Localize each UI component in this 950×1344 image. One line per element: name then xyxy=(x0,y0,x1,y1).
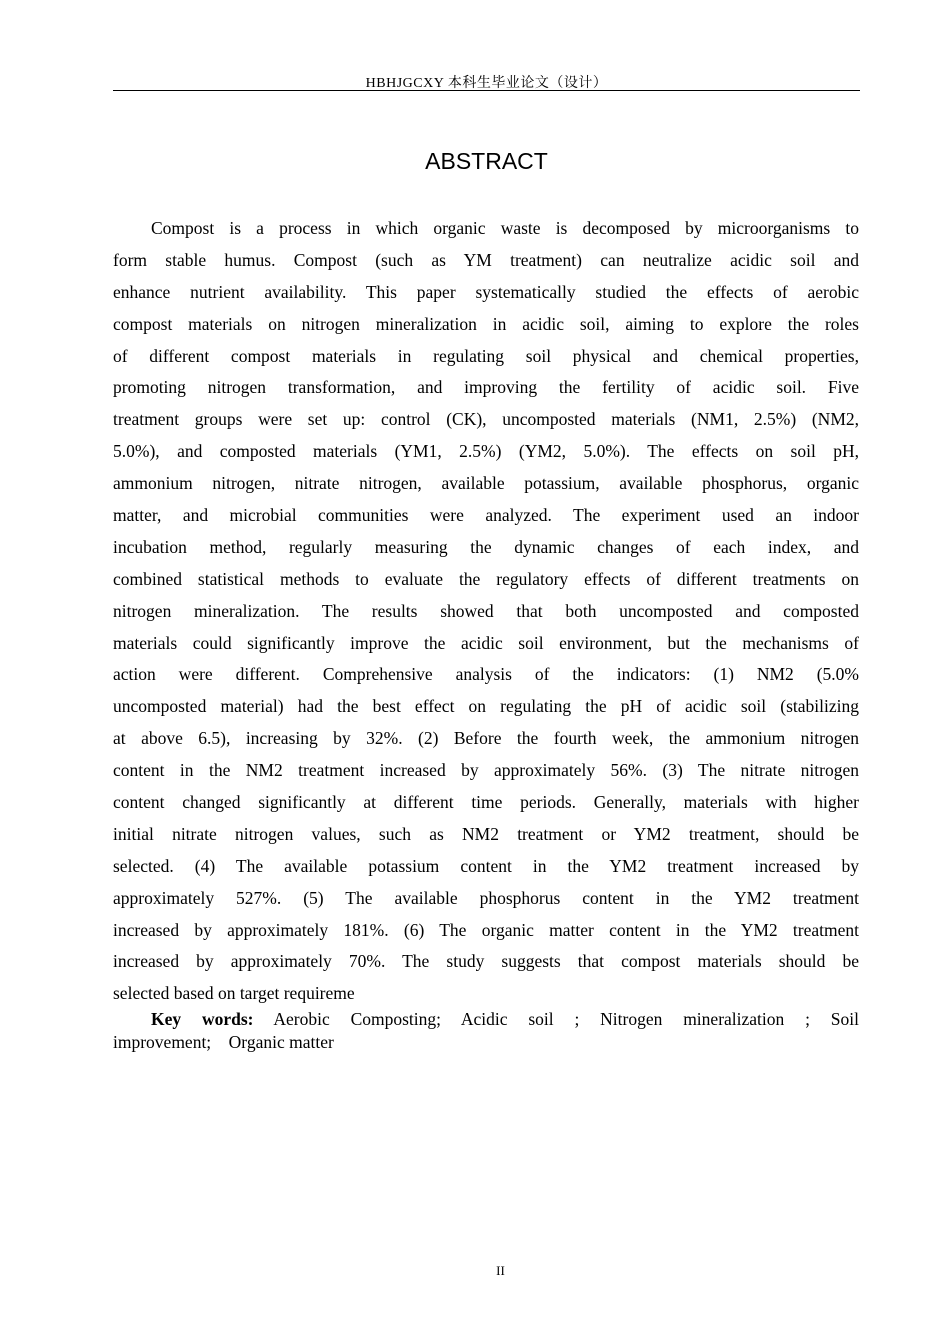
abstract-line: form stable humus. Compost (such as YM treatment) can neutralize acidic soil and xyxy=(113,249,859,270)
keywords-label: Key words: xyxy=(151,1009,254,1029)
abstract-line: incubation method, regularly measuring the dynamic changes of each index, and xyxy=(113,536,859,557)
abstract-line: uncomposted material) had the best effect on regulating the pH of acidic soil (stabilizing xyxy=(113,696,859,717)
abstract-line: of different compost materials in regulating soil physical and chemical properties, xyxy=(113,345,859,366)
abstract-line: nitrogen mineralization. The results showed that both uncomposted and composted xyxy=(113,600,859,621)
abstract-line: approximately 527%. (5) The available phosphorus content in the YM2 treatment xyxy=(113,887,859,908)
abstract-line: content in the NM2 treatment increased by approximately 56%. (3) The nitrate nitrogen xyxy=(113,760,859,781)
keywords-line-1 xyxy=(113,1008,859,1031)
abstract-line: at above 6.5), increasing by 32%. (2) Before the fourth week, the ammonium nitrogen xyxy=(113,728,859,749)
keywords-line-2: improvement; Organic matter xyxy=(113,1032,334,1052)
page-header: HBHJGCXY 本科生毕业论文（设计） xyxy=(365,76,608,91)
abstract-line: treatment groups were set up: control (CK), uncomposted materials (NM1, 2.5%) (NM2, xyxy=(113,409,859,430)
abstract-line: 5.0%), and composted materials (YM1, 2.5%) (YM2, 5.0%). The effects on soil pH, xyxy=(113,441,859,462)
abstract-line: Compost is a process in which organic waste is decomposed by microorganisms to xyxy=(151,218,859,238)
abstract-body xyxy=(113,214,859,1011)
abstract-line: enhance nutrient availability. This paper systematically studied the effects of aerobic xyxy=(113,281,859,302)
abstract-line: selected. (4) The available potassium content in the YM2 treatment increased by xyxy=(113,855,859,876)
abstract-line: selected based on target requireme xyxy=(113,983,355,1004)
keywords-text-1: Aerobic Composting; Acidic soil ; Nitrogen mineralization ; Soil xyxy=(273,1009,860,1029)
abstract-line: compost materials on nitrogen mineralization in acidic soil, aiming to explore the roles xyxy=(113,313,859,334)
abstract-line: promoting nitrogen transformation, and improving the fertility of acidic soil. Five xyxy=(113,377,859,398)
abstract-line: matter, and microbial communities were analyzed. The experiment used an indoor xyxy=(113,505,859,526)
abstract-title: ABSTRACT xyxy=(425,148,548,174)
page-number: II xyxy=(496,1263,505,1278)
abstract-line: content changed significantly at different time periods. Generally, materials with higher xyxy=(113,792,859,813)
abstract-line: combined statistical methods to evaluate the regulatory effects of different treatments on xyxy=(113,568,859,589)
keywords xyxy=(113,1008,859,1054)
abstract-line: materials could significantly improve the acidic soil environment, but the mechanisms of xyxy=(113,632,859,653)
abstract-line: increased by approximately 70%. The study suggests that compost materials should be xyxy=(113,951,859,972)
abstract-line: action were different. Comprehensive analysis of the indicators: (1) NM2 (5.0% xyxy=(113,664,859,685)
header-divider xyxy=(113,90,860,91)
abstract-line: initial nitrate nitrogen values, such as NM2 treatment or YM2 treatment, should be xyxy=(113,823,859,844)
abstract-line: increased by approximately 181%. (6) The organic matter content in the YM2 treatment xyxy=(113,919,859,940)
abstract-line: ammonium nitrogen, nitrate nitrogen, available potassium, available phosphorus, organic xyxy=(113,473,859,494)
